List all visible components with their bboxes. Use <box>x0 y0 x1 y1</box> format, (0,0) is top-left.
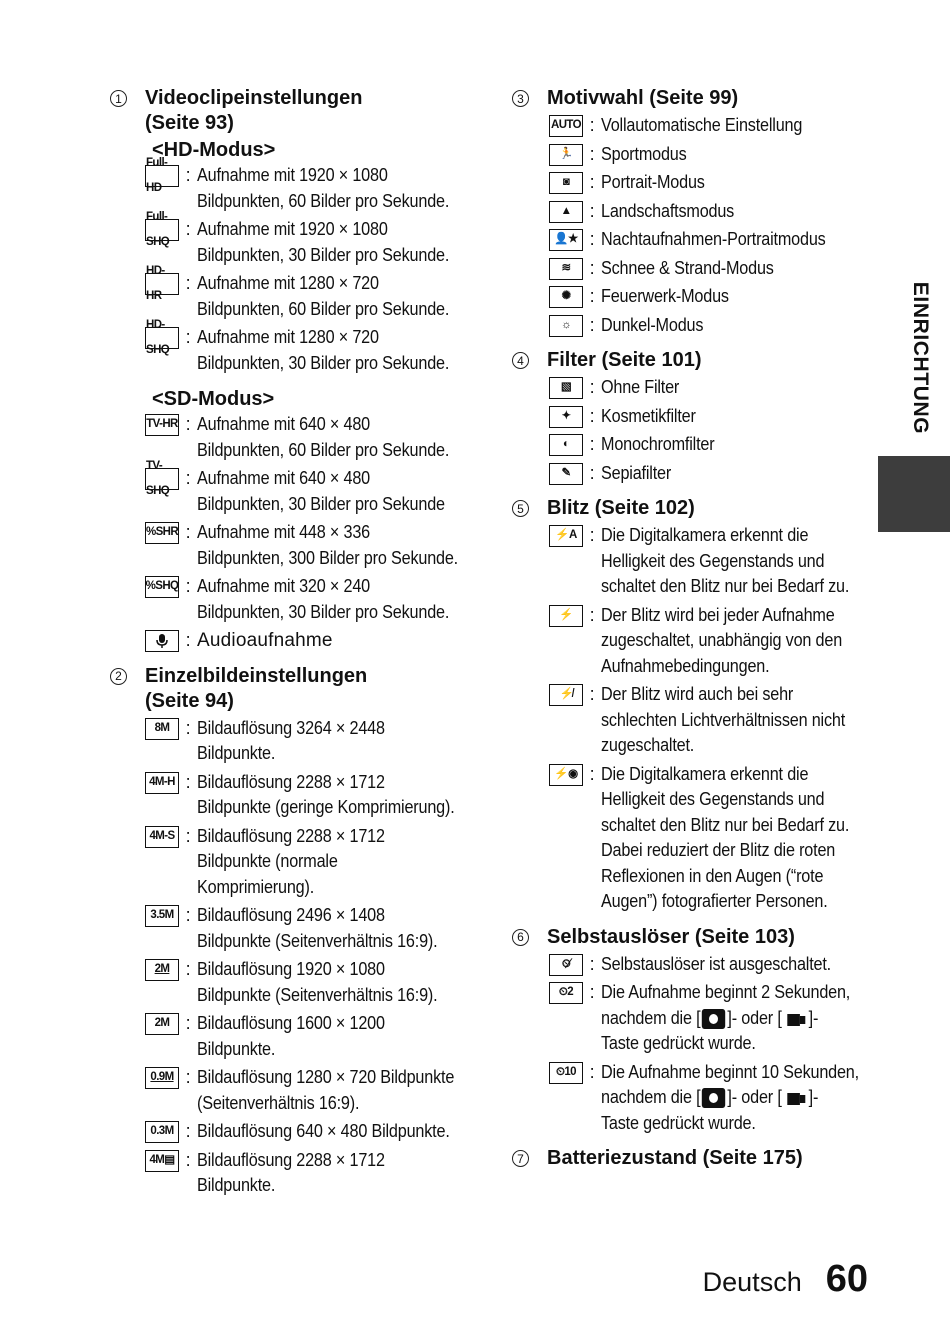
item-text: schlechten Lichtverhältnissen nicht <box>601 709 846 730</box>
list-item: Full-HD : Aufnahme mit 1920 × 1080 Bildpunkten, 60 Bilder pro Sekunde. <box>145 163 490 214</box>
item-text: nachdem die [ ]- oder [ ]- <box>601 1007 819 1028</box>
sports-icon: 🏃 <box>549 144 583 166</box>
section-heading <box>512 86 882 111</box>
item-text: Feuerwerk-Modus <box>601 286 729 306</box>
video-button-icon <box>783 1009 806 1029</box>
resolution-4m-s-icon: 4M-S <box>145 826 179 848</box>
hd-mode-heading: <HD-Modus> <box>152 139 276 161</box>
section-heading <box>512 496 882 521</box>
section-number: 7 <box>512 1150 529 1167</box>
list-item: ≋ : Schnee & Strand-Modus <box>549 256 882 282</box>
monochrome-filter-icon: ◐ <box>549 434 583 456</box>
item-text: Bildpunkten, 30 Bilder pro Sekunde. <box>197 352 450 373</box>
section-title: Einzelbildeinstellungen <box>145 664 368 687</box>
resolution-4m-burst-icon: 4M▤ <box>145 1150 179 1172</box>
cosmetic-filter-icon: ✦ <box>549 406 583 428</box>
section-heading <box>512 1146 882 1171</box>
item-text: Taste gedrückt wurde. <box>601 1112 756 1133</box>
self-timer-2s-icon: ⏲2 <box>549 982 583 1004</box>
item-text: Schnee & Strand-Modus <box>601 257 774 278</box>
item-text: Bildauflösung 2288 × 1712 <box>197 825 385 846</box>
list-item: ⚡ : Der Blitz wird bei jeder Aufnahme zugeschaltet, unabhängig von den Aufnahmebedingungen. <box>549 603 882 680</box>
item-text: Bildpunkten, 60 Bilder pro Sekunde. <box>197 298 450 319</box>
item-text: zugeschaltet. <box>601 735 695 755</box>
flash-off-icon: ⚡̸ <box>549 684 583 706</box>
item-text: Nachtaufnahmen-Portraitmodus <box>601 229 826 249</box>
list-item: 🏃 : Sportmodus <box>549 142 882 168</box>
list-item: 4M-H : Bildauflösung 2288 × 1712 Bildpunkte (geringe Komprimierung). <box>145 770 490 821</box>
page-number: 60 <box>825 1258 868 1300</box>
section-number: 6 <box>512 929 529 946</box>
list-item: ✎ : Sepiafilter <box>549 461 882 487</box>
list-item: ▧ : Ohne Filter <box>549 375 882 401</box>
section-photo-settings <box>110 664 490 1199</box>
list-item: ⚡◉ : Die Digitalkamera erkennt die Helligkeit des Gegenstands und schaltet den Blitz nur bei Bedarf zu. Dabei reduziert der Blitz die roten Reflexionen in den Augen (“rote Augen”) fotografierter Personen. <box>549 762 882 915</box>
item-text: Aufnahme mit 1920 × 1080 <box>197 165 388 185</box>
item-text: Bildauflösung 2288 × 1712 <box>197 771 385 792</box>
item-text: Portrait-Modus <box>601 172 705 192</box>
section-number: 5 <box>512 500 529 517</box>
item-text: Bildauflösung 1600 × 1200 <box>197 1013 385 1033</box>
flash-on-icon: ⚡ <box>549 605 583 627</box>
section-heading <box>512 348 882 373</box>
item-text: Bildpunkte (normale <box>197 851 338 871</box>
item-text: (Seitenverhältnis 16:9). <box>197 1092 360 1113</box>
item-text: Augen”) fotografierter Personen. <box>601 891 828 911</box>
item-text: Der Blitz wird bei jeder Aufnahme <box>601 604 835 625</box>
list-item: 2M : Bildauflösung 1600 × 1200 Bildpunkte. <box>145 1011 490 1062</box>
list-item: ⏲̸ : Selbstauslöser ist ausgeschaltet. <box>549 952 882 978</box>
item-text: Aufnahme mit 320 × 240 <box>197 576 371 596</box>
list-item: : Audioaufnahme <box>145 628 490 654</box>
section-title: Filter (Seite 101) <box>547 349 702 371</box>
list-item: Full-SHQ : Aufnahme mit 1920 × 1080 Bildpunkten, 30 Bilder pro Sekunde. <box>145 217 490 268</box>
item-text: Kosmetikfilter <box>601 405 696 426</box>
list-item: ⏲2 : Die Aufnahme beginnt 2 Sekunden, nachdem die [ ]- oder [ ]- Taste gedrückt wurde. <box>549 980 882 1057</box>
footer-language: Deutsch <box>702 1267 802 1297</box>
item-text: Monochromfilter <box>601 434 715 454</box>
item-text: Bildpunkten, 60 Bilder pro Sekunde. <box>197 190 450 211</box>
item-text: Komprimierung). <box>197 876 315 897</box>
list-item: %SHQ : Aufnahme mit 320 × 240 Bildpunkten, 30 Bilder pro Sekunde. <box>145 574 490 625</box>
snow-beach-icon: ≋ <box>549 258 583 280</box>
section-number: 1 <box>110 90 127 107</box>
hd-hr-icon: HD-HR <box>145 273 179 295</box>
section-title: Selbstauslöser (Seite 103) <box>547 925 795 948</box>
item-text: Dunkel-Modus <box>601 314 704 335</box>
chapter-label: EINRICHTUNG <box>909 281 932 435</box>
section-scene-select <box>512 86 882 338</box>
resolution-4m-h-icon: 4M-H <box>145 772 179 794</box>
list-item: ⚡̸ : Der Blitz wird auch bei sehr schlechten Lichtverhältnissen nicht zugeschaltet. <box>549 682 882 759</box>
section-title-page: (Seite 93) <box>145 112 234 134</box>
section-video-settings <box>110 86 490 654</box>
section-filter <box>512 348 882 486</box>
item-text: Bildpunkte (Seitenverhältnis 16:9). <box>197 930 438 951</box>
section-title: Motivwahl (Seite 99) <box>547 87 739 109</box>
self-timer-10s-icon: ⏲10 <box>549 1062 583 1084</box>
list-item: %SHR : Aufnahme mit 448 × 336 Bildpunkten, 300 Bilder pro Sekunde. <box>145 520 490 571</box>
section-flash <box>512 496 882 915</box>
tv-hr-icon: TV-HR <box>145 414 179 436</box>
section-battery <box>512 1146 882 1171</box>
item-text: Bildpunkte. <box>197 1175 276 1195</box>
item-text: Bildpunkten, 30 Bilder pro Sekunde. <box>197 244 450 265</box>
item-text: Bildauflösung 1280 × 720 Bildpunkte <box>197 1067 455 1087</box>
item-text: Die Digitalkamera erkennt die <box>601 525 809 545</box>
item-text: Sportmodus <box>601 143 687 164</box>
landscape-icon: ▲ <box>549 201 583 223</box>
full-shq-icon: Full-SHQ <box>145 219 179 241</box>
self-timer-off-icon: ⏲̸ <box>549 954 583 976</box>
item-text: Bildauflösung 3264 × 2448 <box>197 717 385 738</box>
resolution-0-3m-icon: 0.3M <box>145 1121 179 1143</box>
page-footer <box>703 1258 868 1301</box>
item-text: zugeschaltet, unabhängig von den <box>601 630 843 650</box>
sd-mode-heading: <SD-Modus> <box>152 388 275 410</box>
item-text: Bildpunkten, 30 Bilder pro Sekunde <box>197 493 445 514</box>
resolution-0-9m-icon: 0.9M <box>145 1067 179 1089</box>
section-heading <box>110 664 490 714</box>
list-item: ☼ : Dunkel-Modus <box>549 313 882 339</box>
list-item: 3.5M : Bildauflösung 2496 × 1408 Bildpunkte (Seitenverhältnis 16:9). <box>145 903 490 954</box>
item-text: Selbstauslöser ist ausgeschaltet. <box>601 953 831 974</box>
item-text: Aufnahmebedingungen. <box>601 655 770 676</box>
list-item: ▲ : Landschaftsmodus <box>549 199 882 225</box>
high-speed-shr-icon: %SHR <box>145 522 179 544</box>
list-item: HD-HR : Aufnahme mit 1280 × 720 Bildpunkten, 60 Bilder pro Sekunde. <box>145 271 490 322</box>
item-text: Bildpunkte. <box>197 743 276 763</box>
item-text: Der Blitz wird auch bei sehr <box>601 684 794 704</box>
item-text: Bildauflösung 1920 × 1080 <box>197 959 385 979</box>
item-text: Vollautomatische Einstellung <box>601 115 803 135</box>
item-text: Taste gedrückt wurde. <box>601 1033 756 1053</box>
video-button-icon <box>783 1088 806 1108</box>
list-item: 👤★ : Nachtaufnahmen-Portraitmodus <box>549 227 882 253</box>
item-text: Bildauflösung 2288 × 1712 <box>197 1149 385 1170</box>
item-text: Sepiafilter <box>601 462 672 483</box>
item-text: Aufnahme mit 1920 × 1080 <box>197 219 388 239</box>
item-text: Aufnahme mit 640 × 480 <box>197 468 371 488</box>
section-title: Blitz (Seite 102) <box>547 497 695 519</box>
item-text: Dabei reduziert der Blitz die roten <box>601 840 836 860</box>
list-item: 8M : Bildauflösung 3264 × 2448 Bildpunkte. <box>145 716 490 767</box>
resolution-2m-wide-icon: 2M <box>145 959 179 981</box>
resolution-3-5m-icon: 3.5M <box>145 905 179 927</box>
section-number: 4 <box>512 352 529 369</box>
no-filter-icon: ▧ <box>549 377 583 399</box>
high-speed-shq-icon: %SHQ <box>145 576 179 598</box>
auto-icon: AUTO <box>549 115 583 137</box>
tv-shq-icon: TV-SHQ <box>145 468 179 490</box>
portrait-icon: ◙ <box>549 172 583 194</box>
list-item: 4M▤ : Bildauflösung 2288 × 1712 Bildpunkte. <box>145 1148 490 1199</box>
list-item: ◐ : Monochromfilter <box>549 432 882 458</box>
section-number: 2 <box>110 668 127 685</box>
list-item: ◙ : Portrait-Modus <box>549 170 882 196</box>
lamp-icon: ☼ <box>549 315 583 337</box>
item-text: Die Digitalkamera erkennt die <box>601 763 809 784</box>
full-hd-icon: Full-HD <box>145 165 179 187</box>
item-text: Bildpunkte (Seitenverhältnis 16:9). <box>197 984 438 1005</box>
hd-shq-icon: HD-SHQ <box>145 327 179 349</box>
list-item: TV-SHQ : Aufnahme mit 640 × 480 Bildpunkten, 30 Bilder pro Sekunde <box>145 466 490 517</box>
section-self-timer <box>512 925 882 1137</box>
list-item: 2M : Bildauflösung 1920 × 1080 Bildpunkte (Seitenverhältnis 16:9). <box>145 957 490 1008</box>
item-text: schaltet den Blitz nur bei Bedarf zu. <box>601 814 850 835</box>
item-text: Bildpunkten, 300 Bilder pro Sekunde. <box>197 547 459 568</box>
list-item: 0.9M : Bildauflösung 1280 × 720 Bildpunkte (Seitenverhältnis 16:9). <box>145 1065 490 1116</box>
item-text: Aufnahme mit 640 × 480 <box>197 414 371 434</box>
item-text: Helligkeit des Gegenstands und <box>601 789 825 809</box>
item-text: Bildpunkte (geringe Komprimierung). <box>197 797 455 817</box>
resolution-2m-icon: 2M <box>145 1013 179 1035</box>
item-text: Reflexionen in den Augen (“rote <box>601 865 824 886</box>
item-text: Aufnahme mit 1280 × 720 <box>197 327 379 347</box>
section-title-page: (Seite 94) <box>145 689 234 712</box>
list-item: ⚡A : Die Digitalkamera erkennt die Helligkeit des Gegenstands und schaltet den Blitz nur bei Bedarf zu. <box>549 523 882 600</box>
list-item: 0.3M : Bildauflösung 640 × 480 Bildpunkte. <box>145 1119 490 1145</box>
item-text: Die Aufnahme beginnt 2 Sekunden, <box>601 982 851 1002</box>
left-column <box>110 86 490 1209</box>
camera-button-icon <box>702 1088 725 1108</box>
night-portrait-icon: 👤★ <box>549 229 583 251</box>
section-title: Batteriezustand (Seite 175) <box>547 1147 803 1169</box>
item-text: schaltet den Blitz nur bei Bedarf zu. <box>601 576 850 596</box>
item-text: Helligkeit des Gegenstands und <box>601 550 825 571</box>
item-text: nachdem die [ ]- oder [ ]- <box>601 1087 819 1107</box>
item-text: Bildpunkten, 60 Bilder pro Sekunde. <box>197 439 450 460</box>
list-item: HD-SHQ : Aufnahme mit 1280 × 720 Bildpunkten, 30 Bilder pro Sekunde. <box>145 325 490 376</box>
list-item: ⏲10 : Die Aufnahme beginnt 10 Sekunden, nachdem die [ ]- oder [ ]- Taste gedrückt wurde. <box>549 1060 882 1137</box>
section-title: Videoclipeinstellungen <box>145 87 363 109</box>
chapter-tab <box>878 456 950 532</box>
list-item: ✦ : Kosmetikfilter <box>549 404 882 430</box>
list-item: ✺ : Feuerwerk-Modus <box>549 284 882 310</box>
flash-auto-icon: ⚡A <box>549 525 583 547</box>
resolution-8m-icon: 8M <box>145 718 179 740</box>
item-text: Aufnahme mit 1280 × 720 <box>197 273 379 293</box>
fireworks-icon: ✺ <box>549 286 583 308</box>
camera-button-icon <box>702 1009 725 1029</box>
item-text: Landschaftsmodus <box>601 200 735 221</box>
right-column <box>512 86 882 1181</box>
item-text: Bildpunkte. <box>197 1038 276 1059</box>
item-text: Die Aufnahme beginnt 10 Sekunden, <box>601 1061 859 1082</box>
microphone-icon <box>145 630 179 652</box>
item-text: Aufnahme mit 448 × 336 <box>197 522 371 542</box>
section-heading <box>512 925 882 950</box>
flash-red-eye-icon: ⚡◉ <box>549 764 583 786</box>
list-item: 4M-S : Bildauflösung 2288 × 1712 Bildpunkte (normale Komprimierung). <box>145 824 490 901</box>
list-item: TV-HR : Aufnahme mit 640 × 480 Bildpunkten, 60 Bilder pro Sekunde. <box>145 412 490 463</box>
item-text: Ohne Filter <box>601 377 680 397</box>
item-text: Audioaufnahme <box>197 630 333 651</box>
section-heading <box>110 86 490 136</box>
item-text: Bildauflösung 2496 × 1408 <box>197 905 385 925</box>
item-text: Bildauflösung 640 × 480 Bildpunkte. <box>197 1121 450 1141</box>
list-item: AUTO : Vollautomatische Einstellung <box>549 113 882 139</box>
section-number: 3 <box>512 90 529 107</box>
sepia-filter-icon: ✎ <box>549 463 583 485</box>
item-text: Bildpunkten, 30 Bilder pro Sekunde. <box>197 601 450 622</box>
